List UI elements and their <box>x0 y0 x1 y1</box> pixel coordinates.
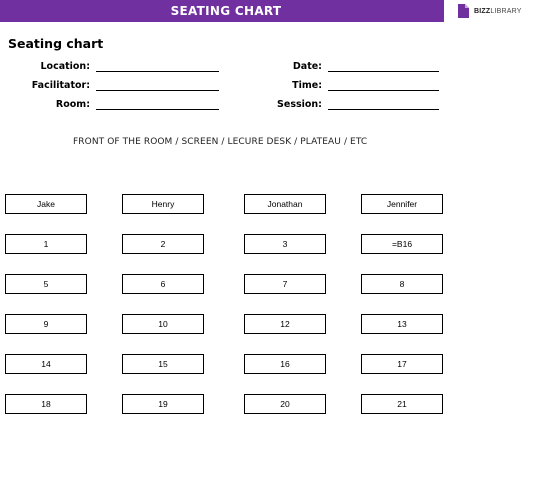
time-field <box>248 77 439 91</box>
session-label: Session: <box>277 99 322 110</box>
seat[interactable]: 2 <box>122 234 204 254</box>
location-label: Location: <box>40 61 90 72</box>
date-label: Date: <box>292 61 322 72</box>
seat[interactable]: Henry <box>122 194 204 214</box>
logo-text <box>474 8 522 15</box>
seat[interactable]: 8 <box>361 274 443 294</box>
seat[interactable]: 17 <box>361 354 443 374</box>
room-input-line[interactable] <box>96 98 219 110</box>
seat[interactable]: 6 <box>122 274 204 294</box>
location-input-line[interactable] <box>96 60 219 72</box>
seat[interactable]: 3 <box>244 234 326 254</box>
facilitator-field <box>6 77 219 91</box>
logo-text-light: LIBRARY <box>490 7 522 15</box>
seat[interactable]: 19 <box>122 394 204 414</box>
seat[interactable]: Jake <box>5 194 87 214</box>
date-input-line[interactable] <box>328 60 439 72</box>
page-title: Seating chart <box>8 36 104 51</box>
seat[interactable]: 20 <box>244 394 326 414</box>
logo-mark-icon <box>458 4 469 18</box>
logo-text-bold: BIZZ <box>474 7 491 15</box>
time-input-line[interactable] <box>328 79 439 91</box>
session-field <box>248 96 439 110</box>
location-field <box>6 58 219 72</box>
seat[interactable]: 5 <box>5 274 87 294</box>
room-label: Room: <box>55 99 90 110</box>
header-title: SEATING CHART <box>170 4 282 18</box>
seat[interactable]: 15 <box>122 354 204 374</box>
seat[interactable]: 14 <box>5 354 87 374</box>
front-of-room-label: FRONT OF THE ROOM / SCREEN / LECURE DESK / PLATEAU / ETC <box>73 137 368 147</box>
session-input-line[interactable] <box>328 98 439 110</box>
header-band <box>0 0 444 22</box>
seat[interactable]: 18 <box>5 394 87 414</box>
seat[interactable]: 16 <box>244 354 326 374</box>
facilitator-label: Facilitator: <box>31 80 90 91</box>
date-field <box>248 58 439 72</box>
seat[interactable]: 13 <box>361 314 443 334</box>
seat[interactable]: 1 <box>5 234 87 254</box>
time-label: Time: <box>292 80 322 91</box>
seat[interactable]: 12 <box>244 314 326 334</box>
facilitator-input-line[interactable] <box>96 79 219 91</box>
seat[interactable]: 7 <box>244 274 326 294</box>
seat[interactable]: 10 <box>122 314 204 334</box>
bizzlibrary-logo <box>458 3 522 19</box>
seat[interactable]: Jennifer <box>361 194 443 214</box>
room-field <box>6 96 219 110</box>
seat[interactable]: 21 <box>361 394 443 414</box>
seat[interactable]: Jonathan <box>244 194 326 214</box>
seat[interactable]: =B16 <box>361 234 443 254</box>
seat[interactable]: 9 <box>5 314 87 334</box>
